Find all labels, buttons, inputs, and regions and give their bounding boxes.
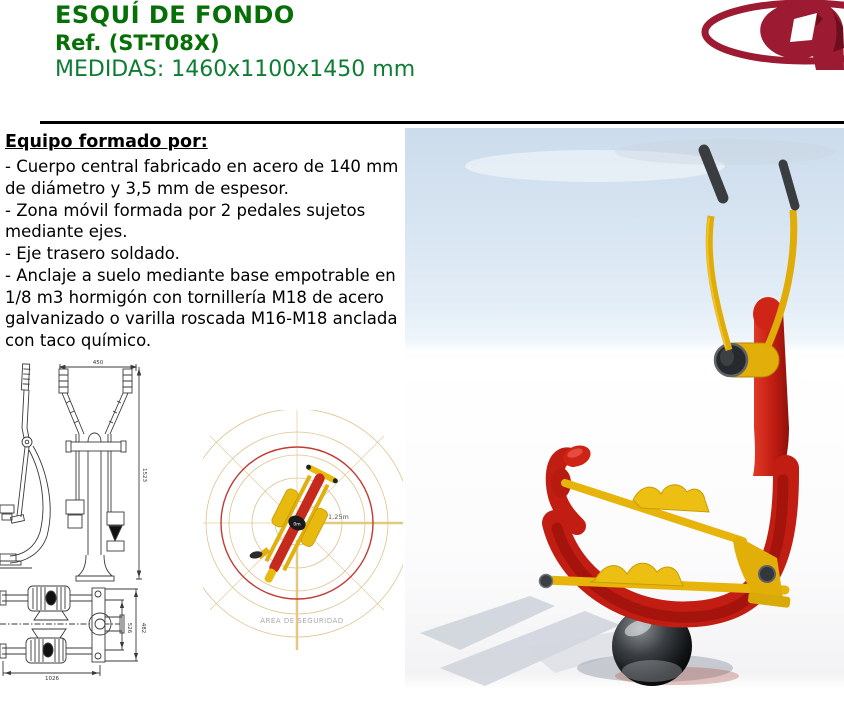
- side-view-drawing: [0, 364, 50, 568]
- dimension-label-length: 1026: [45, 676, 59, 682]
- product-dimensions: MEDIDAS: 1460x1100x1450 mm: [55, 56, 416, 82]
- equipment-section: [5, 131, 413, 352]
- technical-drawings: [0, 358, 205, 706]
- equipment-item: - Eje trasero soldado.: [5, 244, 180, 264]
- safety-radius-label: 1,25m: [328, 513, 349, 521]
- plan-view-drawing: [0, 586, 138, 676]
- dimension-label-outer-width: 482: [140, 622, 146, 634]
- dimension-label-width: 450: [92, 360, 104, 366]
- machine-3d-illustration: [405, 128, 844, 690]
- equipment-heading: Equipo formado por:: [5, 132, 208, 152]
- handlebars: [704, 150, 795, 350]
- cloud: [615, 139, 835, 165]
- right-grip: [783, 164, 795, 206]
- safety-center-label: 0m: [293, 522, 301, 528]
- equipment-item: - Zona móvil formada por 2 pedales sujetos mediante ejes.: [5, 200, 366, 242]
- product-ref: Ref. (ST-T08X): [55, 30, 220, 55]
- equipment-item: - Cuerpo central fabricado en acero de 140 mm de diámetro y 3,5 mm de espesor.: [5, 157, 399, 198]
- equipment-item: - Anclaje a suelo mediante base empotrable en 1/8 m3 hormigón con tornillería M18 de acero galvanizado o varilla roscada M16-M18 anclada con taco químico.: [5, 265, 398, 351]
- front-view-drawing: [59, 364, 142, 581]
- product-title: ESQUÍ DE FONDO: [55, 1, 295, 29]
- dimension-label-inner-width: 526: [126, 622, 132, 634]
- safety-diagram: [203, 410, 403, 654]
- safety-area-label: AREA DE SEGURIDAD: [260, 617, 344, 625]
- divider-line: [40, 121, 844, 124]
- header: [55, 2, 415, 83]
- brand-logo-icon: [700, 0, 844, 70]
- dimension-label-height: 1523: [141, 468, 147, 482]
- photo-render: [405, 128, 844, 690]
